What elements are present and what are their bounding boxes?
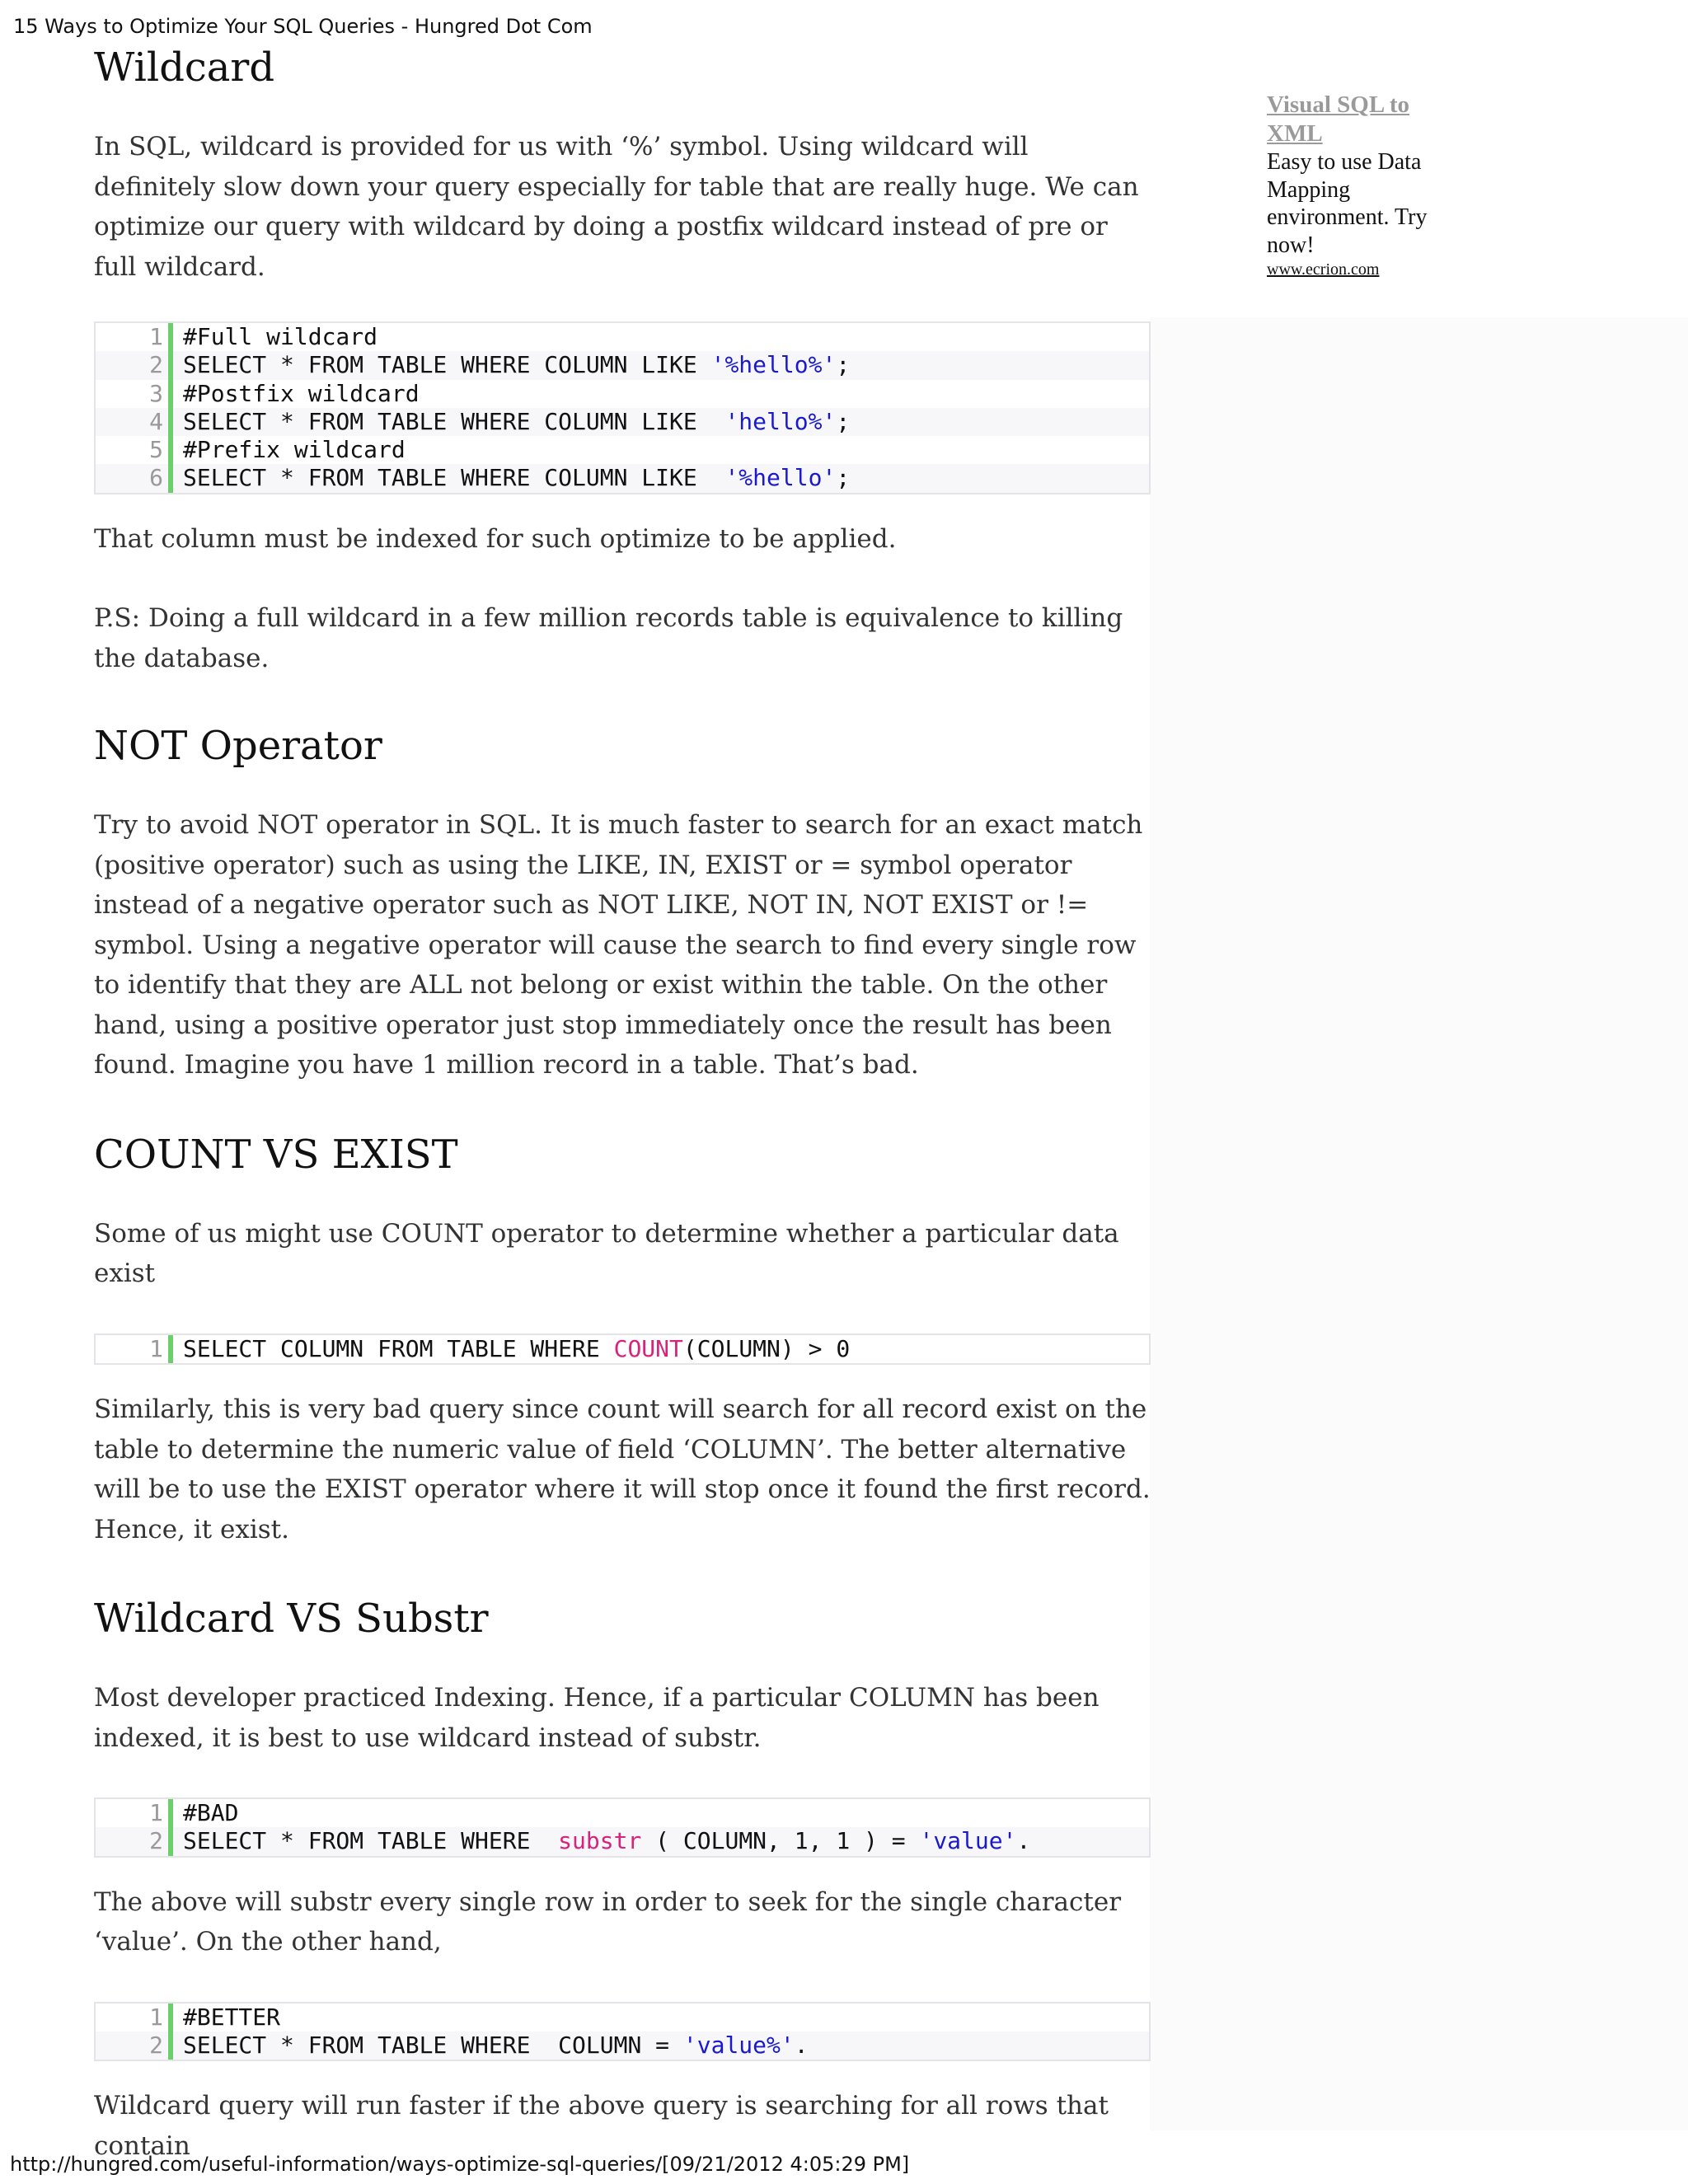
line-number: 1 bbox=[149, 1799, 163, 1827]
line-number: 2 bbox=[149, 351, 163, 379]
code-keyword-part: SELECT * FROM TABLE WHERE COLUMN LIKE bbox=[183, 464, 725, 492]
line-number: 1 bbox=[149, 323, 163, 350]
code-line bbox=[96, 1799, 1149, 1827]
code-gutter bbox=[168, 436, 173, 464]
page-header-title: 15 Ways to Optimize Your SQL Queries - Hungred Dot Com bbox=[13, 15, 593, 38]
code-gutter bbox=[168, 2032, 173, 2060]
code-gutter bbox=[168, 1335, 173, 1363]
count-exist-intro: Some of us might use COUNT operator to determine whether a particular data exist bbox=[94, 1218, 1119, 1289]
code-gutter bbox=[168, 1827, 173, 1855]
code-block-substr-better bbox=[94, 2002, 1151, 2062]
ad-description: Easy to use Data Mapping environment. Try now! bbox=[1267, 149, 1428, 258]
code-line bbox=[96, 2004, 1149, 2032]
code-middle: ( COLUMN, 1, 1 ) = bbox=[641, 1827, 920, 1855]
wildcard-substr-intro: Most developer practiced Indexing. Hence, if a particular COLUMN has been indexed, it is best to use wildcard instead of substr. bbox=[94, 1683, 1100, 1753]
page-footer-url: http://hungred.com/useful-information/ways-optimize-sql-queries/[09/21/2012 4:05:29 PM] bbox=[10, 2153, 910, 2176]
line-number: 3 bbox=[149, 379, 163, 407]
code-block-count bbox=[94, 1333, 1151, 1365]
code-gutter bbox=[168, 1799, 173, 1827]
wildcard-substr-between: The above will substr every single row in order to seek for the single character ‘value’. On the other hand, bbox=[94, 1886, 1122, 1957]
code-line bbox=[96, 351, 1149, 379]
code-keyword-part: SELECT * FROM TABLE WHERE COLUMN LIKE bbox=[183, 407, 725, 435]
code-line bbox=[96, 323, 1149, 351]
not-operator-body: Try to avoid NOT operator in SQL. It is much faster to search for an exact match (positive operator) such as using the LIKE, IN, EXIST or = symbol operator instead of a negative operator such as NOT LIKE, NOT IN, NOT EXIST or != symbol. Using a negative operator will cause the search to find every single row to identify that they are ALL not belong or exist within the table. On the other hand, using a positive operator just stop immediately once the result has been found. Imagine you have 1 million record in a table. That’s bad. bbox=[94, 810, 1143, 1080]
code-keyword-part: SELECT * FROM TABLE WHERE COLUMN LIKE bbox=[183, 351, 711, 379]
code-text: #Postfix wildcard bbox=[183, 379, 420, 407]
code-text bbox=[183, 2032, 809, 2060]
line-number: 6 bbox=[149, 464, 163, 492]
code-gutter bbox=[168, 323, 173, 351]
ad-title-link[interactable]: Visual SQL to XML bbox=[1267, 91, 1409, 147]
code-keyword-part: SELECT * FROM TABLE WHERE bbox=[183, 1827, 559, 1855]
sidebar-background bbox=[1150, 317, 1688, 2130]
ad-url-link[interactable]: www.ecrion.com bbox=[1267, 260, 1380, 279]
code-gutter bbox=[168, 408, 173, 436]
code-line bbox=[96, 1827, 1149, 1855]
code-keyword-part: SELECT * FROM TABLE WHERE COLUMN = bbox=[183, 2031, 683, 2059]
code-string: '%hello' bbox=[724, 464, 837, 492]
code-text: #Full wildcard bbox=[183, 323, 378, 350]
line-number: 2 bbox=[149, 1827, 163, 1855]
code-gutter bbox=[168, 464, 173, 492]
wildcard-note-index: That column must be indexed for such optimize to be applied. bbox=[94, 523, 897, 554]
code-text: #Prefix wildcard bbox=[183, 436, 406, 464]
code-suffix: ; bbox=[836, 351, 851, 379]
code-text bbox=[183, 464, 850, 492]
code-string: '%hello%' bbox=[710, 351, 837, 379]
code-text: #BETTER bbox=[183, 2003, 281, 2031]
line-number: 1 bbox=[149, 2003, 163, 2031]
line-number: 2 bbox=[149, 2031, 163, 2059]
code-text: #BAD bbox=[183, 1799, 239, 1827]
wildcard-note-ps: P.S: Doing a full wildcard in a few million records table is equivalence to killing the database. bbox=[94, 603, 1123, 673]
code-function: COUNT bbox=[613, 1334, 683, 1362]
code-line bbox=[96, 464, 1149, 492]
code-suffix: ; bbox=[836, 464, 851, 492]
code-gutter bbox=[168, 351, 173, 379]
code-gutter bbox=[168, 2004, 173, 2032]
code-suffix: (COLUMN) > 0 bbox=[682, 1334, 851, 1362]
code-gutter bbox=[168, 380, 173, 408]
code-line bbox=[96, 1335, 1149, 1363]
line-number: 5 bbox=[149, 436, 163, 464]
code-line bbox=[96, 380, 1149, 408]
heading-not-operator: NOT Operator bbox=[94, 723, 382, 770]
count-exist-after: Similarly, this is very bad query since count will search for all record exist on the table to determine the numeric value of field ‘COLUMN’. The better alternative will be to use the EXIST operator where it will stop once it found the first record. Hence, it exist. bbox=[94, 1394, 1151, 1544]
code-text bbox=[183, 351, 850, 379]
code-text bbox=[183, 1827, 1030, 1855]
code-suffix: . bbox=[1016, 1827, 1031, 1855]
heading-count-exist: COUNT VS EXIST bbox=[94, 1131, 458, 1178]
line-number: 1 bbox=[149, 1334, 163, 1362]
wildcard-substr-after: Wildcard query will run faster if the above query is searching for all rows that contain bbox=[94, 2091, 1109, 2161]
code-block-wildcard bbox=[94, 321, 1151, 494]
code-string: 'value%' bbox=[682, 2031, 795, 2059]
code-text bbox=[183, 1335, 850, 1363]
wildcard-intro: In SQL, wildcard is provided for us with ‘%’ symbol. Using wildcard will definitely slow down your query especially for table that are really huge. We can optimize our query with wildcard by doing a postfix wildcard instead of pre or full wildcard. bbox=[94, 132, 1139, 282]
code-suffix: ; bbox=[836, 407, 851, 435]
code-function: substr bbox=[558, 1827, 642, 1855]
code-string: 'hello%' bbox=[724, 407, 837, 435]
line-number: 4 bbox=[149, 407, 163, 435]
code-string: 'value' bbox=[919, 1827, 1017, 1855]
code-suffix: . bbox=[794, 2031, 809, 2059]
heading-wildcard: Wildcard bbox=[94, 45, 275, 91]
code-line bbox=[96, 2032, 1149, 2060]
code-keyword-part: SELECT COLUMN FROM TABLE WHERE bbox=[183, 1334, 614, 1362]
code-line bbox=[96, 408, 1149, 436]
code-text bbox=[183, 408, 850, 436]
code-line bbox=[96, 436, 1149, 464]
heading-wildcard-substr: Wildcard VS Substr bbox=[94, 1596, 489, 1643]
sidebar-ad bbox=[1267, 91, 1448, 280]
code-block-substr-bad bbox=[94, 1797, 1151, 1858]
article-content bbox=[94, 45, 1153, 2166]
